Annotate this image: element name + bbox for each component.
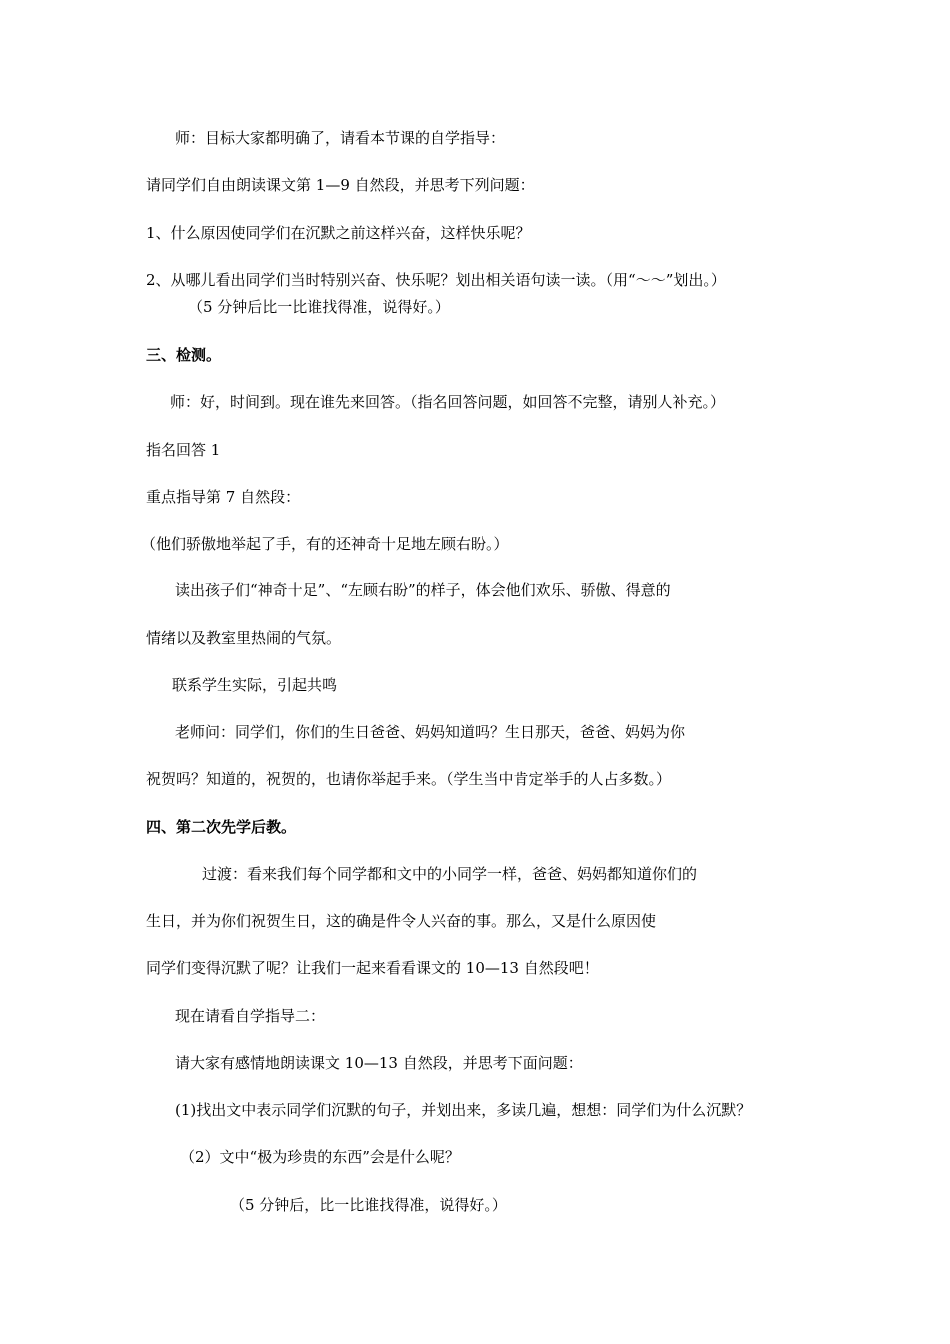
list-item: 2、从哪儿看出同学们当时特别兴奋、快乐呢？划出相关语句读一读。（用“～～”划出。） xyxy=(146,271,726,289)
section-heading: 四、第二次先学后教。 xyxy=(146,818,297,836)
paragraph-line: （他们骄傲地举起了手，有的还神奇十足地左顾右盼。） xyxy=(141,535,509,553)
paragraph-line: 读出孩子们“神奇十足”、“左顾右盼”的样子，体会他们欢乐、骄傲、得意的 xyxy=(175,581,671,599)
paragraph-line: 请大家有感情地朗读课文 10—13 自然段，并思考下面问题： xyxy=(175,1054,583,1072)
paragraph-line: 指名回答 1 xyxy=(146,441,221,459)
list-item: 1、什么原因使同学们在沉默之前这样兴奋，这样快乐呢？ xyxy=(146,224,531,242)
list-item: (1)找出文中表示同学们沉默的句子，并划出来，多读几遍，想想：同学们为什么沉默？ xyxy=(175,1101,752,1119)
paragraph-line: 情绪以及教室里热闹的气氛。 xyxy=(146,629,342,647)
paragraph-line: 重点指导第 7 自然段： xyxy=(146,488,301,506)
paragraph-line: 过渡：看来我们每个同学都和文中的小同学一样，爸爸、妈妈都知道你们的 xyxy=(202,865,698,883)
paragraph-line: （5 分钟后比一比谁找得准，说得好。） xyxy=(188,298,450,316)
paragraph-line: 同学们变得沉默了呢？让我们一起来看看课文的 10—13 自然段吧！ xyxy=(146,959,599,977)
paragraph-line: （5 分钟后，比一比谁找得准，说得好。） xyxy=(230,1196,507,1214)
paragraph-line: 生日，并为你们祝贺生日，这的确是件令人兴奋的事。那么，又是什么原因使 xyxy=(146,912,657,930)
paragraph-line: 联系学生实际，引起共鸣 xyxy=(172,676,338,694)
paragraph-line: 现在请看自学指导二： xyxy=(175,1007,326,1025)
list-item: （2）文中“极为珍贵的东西”会是什么呢？ xyxy=(180,1148,460,1166)
paragraph-line: 请同学们自由朗读课文第 1—9 自然段，并思考下列问题： xyxy=(146,176,535,194)
paragraph-line: 老师问：同学们，你们的生日爸爸、妈妈知道吗？生日那天，爸爸、妈妈为你 xyxy=(175,723,686,741)
paragraph-line: 师：好，时间到。现在谁先来回答。（指名回答问题，如回答不完整，请别人补充。） xyxy=(170,393,726,411)
section-heading: 三、检测。 xyxy=(146,346,222,364)
paragraph-line: 师：目标大家都明确了，请看本节课的自学指导： xyxy=(175,129,506,147)
paragraph-line: 祝贺吗？知道的，祝贺的，也请你举起手来。（学生当中肯定举手的人占多数。） xyxy=(146,770,672,788)
